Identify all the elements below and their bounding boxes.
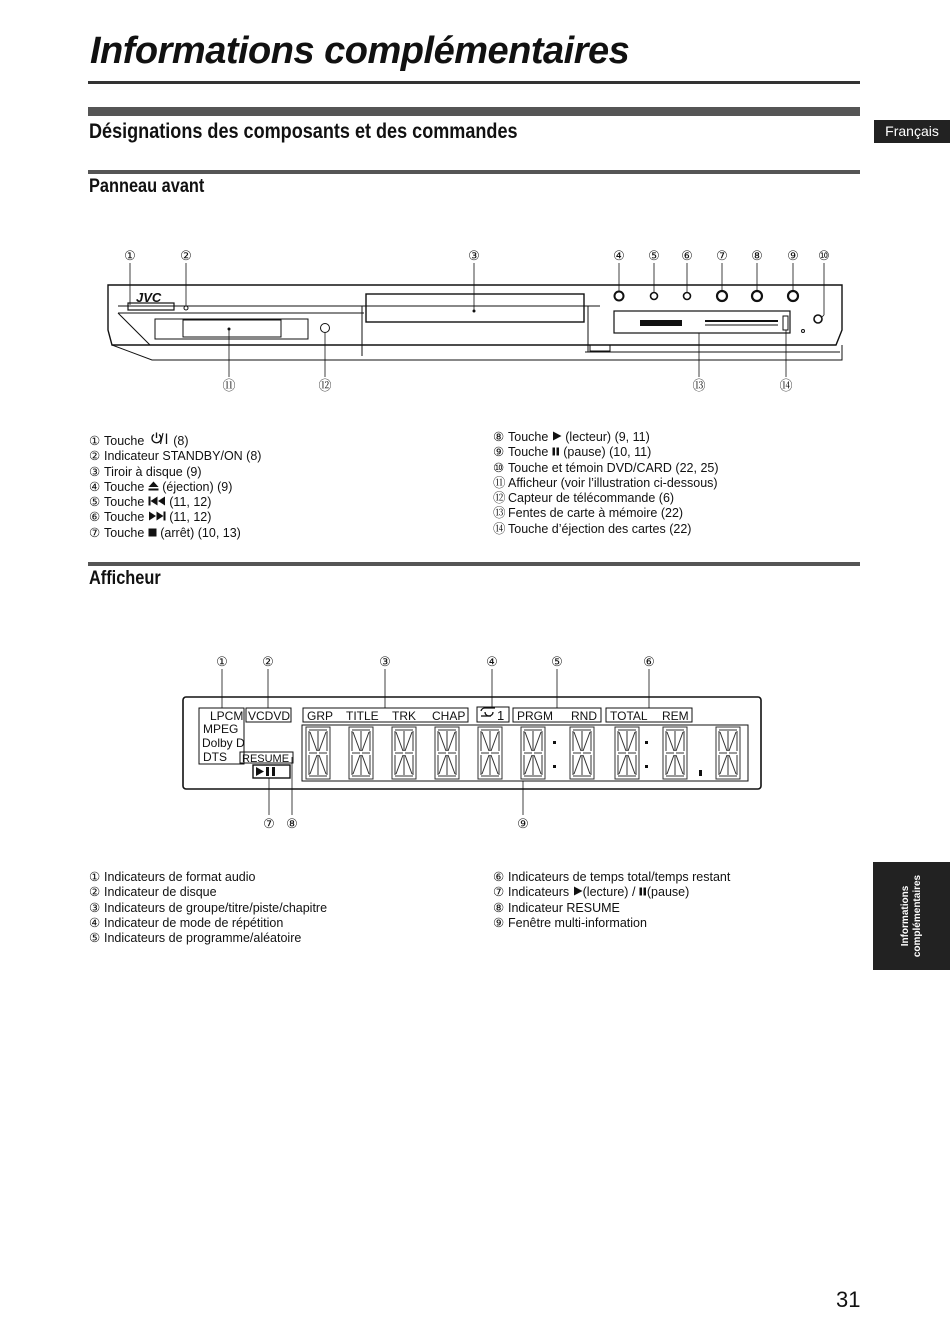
item-number: ②	[89, 449, 101, 464]
item-text: Indicateurs de temps total/temps restant	[508, 870, 731, 884]
display-callout-8: ⑧	[286, 816, 298, 831]
display-callout-3: ③	[379, 654, 391, 669]
item-text: Indicateurs de format audio	[104, 870, 256, 884]
list-item	[493, 901, 730, 916]
list-item	[89, 510, 261, 525]
list-item	[493, 461, 719, 476]
chapter-tab-label	[900, 866, 924, 966]
front-panel-illustration	[0, 240, 950, 400]
item-text: (8)	[169, 434, 189, 448]
item-text: Fentes de carte à mémoire (22)	[508, 506, 684, 521]
play-icon	[552, 430, 562, 445]
display-callout-6: ⑥	[643, 654, 655, 669]
display-legend-left	[89, 870, 327, 946]
list-item	[89, 885, 327, 900]
list-item	[89, 870, 327, 885]
next-icon	[148, 510, 166, 525]
callout-4: ④	[613, 248, 625, 263]
display-callout-4: ④	[486, 654, 498, 669]
item-text: (arrêt) (10, 13)	[156, 525, 241, 540]
item-text: Touche	[508, 430, 552, 444]
total-indicator: TOTAL	[610, 709, 648, 723]
item-text: Tiroir à disque (9)	[104, 464, 202, 479]
list-item	[493, 430, 719, 445]
chapter-tab-line2: complémentaires	[911, 874, 923, 958]
item-number: ⑤	[89, 931, 101, 946]
callout-1: ①	[124, 248, 136, 263]
item-text: Indicateur de disque	[104, 885, 217, 900]
trk-indicator: TRK	[392, 709, 416, 723]
list-item	[89, 901, 327, 916]
display-legend-right	[493, 870, 730, 931]
callout-10: ⑩	[818, 248, 830, 263]
item-text: (11, 12)	[165, 510, 212, 525]
list-item	[493, 885, 730, 900]
list-item	[493, 522, 719, 537]
repeat-indicator: 1	[497, 708, 505, 723]
item-number: ⑨	[493, 915, 505, 930]
callout-12: ⑫	[318, 378, 332, 393]
item-text: Afficheur (voir l’illustration ci-dessous)	[508, 475, 718, 490]
item-number: ⑧	[493, 900, 505, 915]
dolby-indicator: Dolby D	[202, 736, 245, 750]
item-number: ①	[89, 870, 101, 884]
callout-5: ⑤	[648, 248, 660, 263]
item-text: (pause)	[646, 885, 690, 900]
item-text: (11, 12)	[165, 495, 212, 510]
pause-icon	[639, 885, 647, 900]
list-item	[89, 432, 261, 449]
item-number: ④	[89, 915, 101, 930]
item-text: Indicateurs de groupe/titre/piste/chapitre	[104, 900, 328, 915]
list-item	[493, 476, 719, 491]
previous-icon	[148, 495, 166, 510]
chap-indicator: CHAP	[432, 709, 466, 723]
prgm-indicator: PRGM	[517, 709, 553, 723]
list-item	[493, 916, 730, 931]
item-text: (lecteur) (9, 11)	[561, 430, 650, 444]
display-illustration	[0, 650, 950, 835]
item-number: ①	[89, 434, 101, 448]
item-text: Indicateur de mode de répétition	[104, 915, 284, 930]
section-rule	[88, 107, 860, 116]
item-text: Capteur de télécommande (6)	[508, 491, 675, 506]
list-item	[89, 465, 261, 480]
front-panel-legend-left	[89, 432, 261, 541]
callout-13: ⑬	[692, 378, 706, 393]
list-item	[493, 870, 730, 885]
display-callout-7: ⑦	[263, 816, 275, 831]
item-number: ⑨	[493, 445, 505, 460]
page-title: Informations complémentaires	[90, 30, 630, 72]
display-callout-2: ②	[262, 654, 274, 669]
item-number: ②	[89, 885, 101, 900]
callout-7: ⑦	[716, 248, 728, 263]
rem-indicator: REM	[662, 709, 689, 723]
item-number: ⑬	[493, 506, 506, 521]
subsection-rule-front	[88, 170, 860, 174]
item-text: (lecture) /	[582, 885, 639, 900]
item-text: Indicateur STANDBY/ON (8)	[104, 449, 262, 464]
list-item	[493, 506, 719, 521]
mpeg-indicator: MPEG	[203, 722, 239, 736]
item-number: ⑥	[89, 510, 101, 525]
standby-on-icon	[148, 432, 170, 449]
item-text: (pause) (10, 11)	[559, 445, 652, 460]
display-callout-1: ①	[216, 654, 228, 669]
item-number: ⑪	[493, 475, 506, 490]
callout-6: ⑥	[681, 248, 693, 263]
list-item	[89, 495, 261, 510]
list-item	[89, 916, 327, 931]
item-number: ⑫	[493, 491, 506, 506]
title-indicator: TITLE	[346, 709, 379, 723]
language-tab: Français	[874, 120, 950, 143]
list-item	[493, 491, 719, 506]
callout-11: ⑪	[222, 378, 236, 393]
dts-indicator: DTS	[203, 750, 227, 764]
subsection-rule-display	[88, 562, 860, 566]
item-text: Touche	[104, 434, 148, 448]
item-text: Touche	[508, 445, 552, 460]
callout-2: ②	[180, 248, 192, 263]
item-number: ④	[89, 479, 101, 494]
list-item	[89, 480, 261, 495]
item-number: ⑭	[493, 521, 506, 536]
front-panel-legend-right	[493, 430, 719, 537]
display-callout-5: ⑤	[551, 654, 563, 669]
callout-8: ⑧	[751, 248, 763, 263]
list-item	[89, 931, 327, 946]
resume-indicator: RESUME	[242, 753, 290, 765]
item-number: ⑦	[89, 525, 101, 540]
stop-icon	[148, 526, 157, 541]
front-panel-heading: Panneau avant	[89, 176, 205, 197]
item-number: ⑧	[493, 430, 505, 444]
display-callout-9: ⑨	[517, 816, 529, 831]
play-icon	[573, 885, 583, 900]
item-number: ⑥	[493, 870, 505, 884]
item-text: (éjection) (9)	[158, 479, 233, 494]
chapter-tab-line1: Informations	[899, 885, 911, 947]
rnd-indicator: RND	[571, 709, 597, 723]
item-text: Fenêtre multi-information	[508, 915, 647, 930]
item-text: Touche	[104, 525, 148, 540]
pause-icon	[552, 445, 560, 460]
section-title: Désignations des composants et des commandes	[89, 120, 518, 143]
item-text: Touche d’éjection des cartes (22)	[508, 521, 692, 536]
list-item	[89, 449, 261, 464]
disc-indicator: VCDVD	[248, 709, 291, 723]
item-text: Indicateur RESUME	[508, 900, 620, 915]
item-text: Touche	[104, 479, 148, 494]
item-number: ⑦	[493, 885, 505, 900]
item-number: ③	[89, 900, 101, 915]
list-item	[89, 526, 261, 541]
item-text: Touche et témoin DVD/CARD (22, 25)	[508, 460, 719, 475]
lpcm-indicator: LPCM	[210, 709, 244, 723]
jvc-logo: JVC	[136, 290, 162, 305]
grp-indicator: GRP	[307, 709, 334, 723]
callout-3: ③	[468, 248, 480, 263]
item-number: ⑩	[493, 460, 505, 475]
list-item	[493, 445, 719, 460]
callout-9: ⑨	[787, 248, 799, 263]
eject-icon	[148, 480, 159, 495]
item-number: ⑤	[89, 495, 101, 510]
page-number: 31	[836, 1287, 861, 1312]
callout-14: ⑭	[779, 378, 793, 393]
item-text: Indicateurs de programme/aléatoire	[104, 931, 302, 946]
display-heading: Afficheur	[89, 568, 161, 589]
item-text: Indicateurs	[508, 885, 573, 900]
chapter-tab	[873, 862, 950, 970]
item-number: ③	[89, 464, 101, 479]
item-text: Touche	[104, 495, 148, 510]
title-rule	[88, 81, 860, 84]
item-text: Touche	[104, 510, 148, 525]
